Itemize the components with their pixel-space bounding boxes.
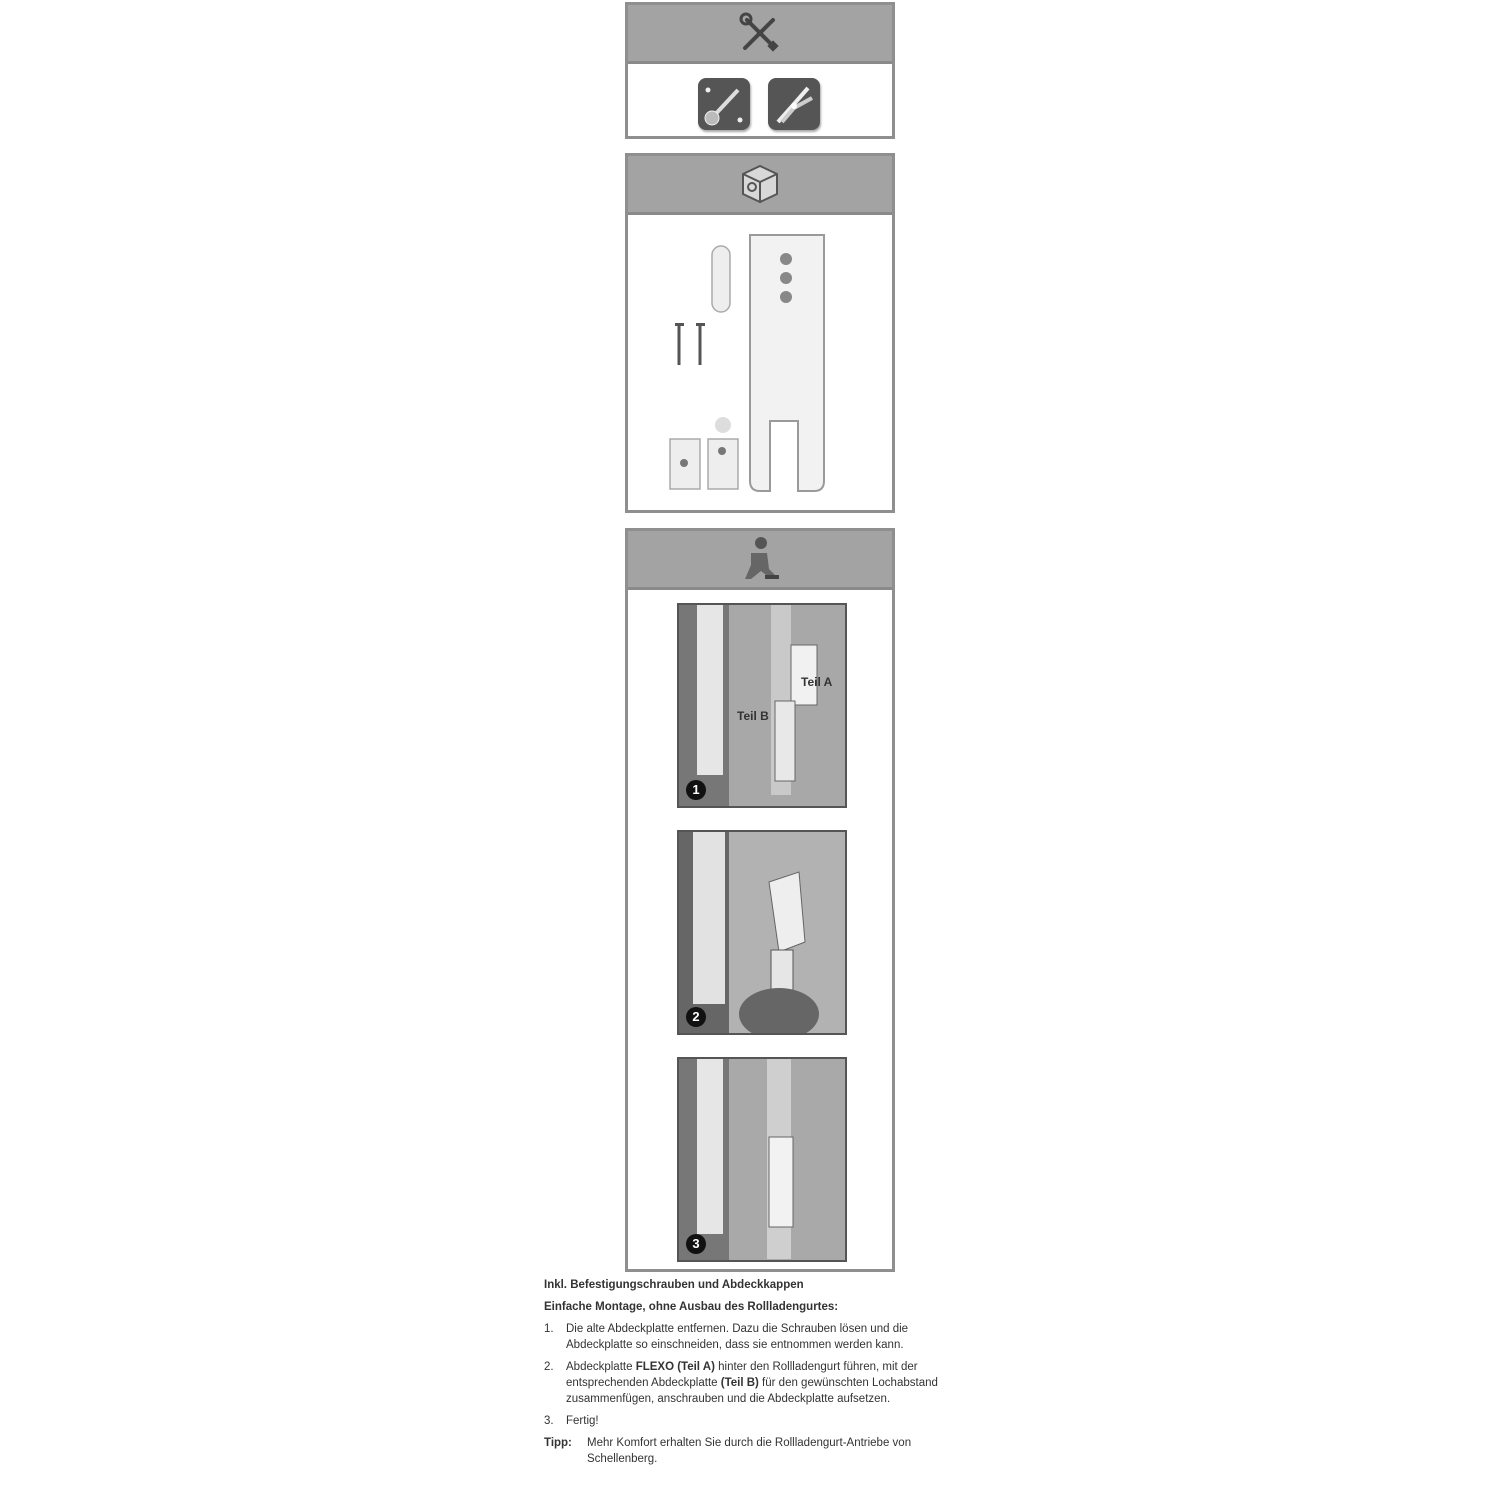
item-text: Fertig! — [566, 1415, 599, 1427]
package-box-icon — [740, 163, 780, 205]
tools-panel — [625, 2, 895, 139]
item-text-part: hinter den Rollladengurt führen, mit der entsprechenden Abdeckplatte — [566, 1361, 918, 1389]
item-number: 3. — [544, 1415, 554, 1427]
heading-included: Inkl. Befestigungschrauben und Abdeckkappen — [544, 1279, 804, 1291]
item-text: Die alte Abdeckplatte entfernen. Dazu die Schrauben lösen und die Abdeckplatte so einschneiden, dass sie entnommen werden kann. — [566, 1323, 909, 1351]
tip-note — [544, 1435, 964, 1467]
worker-icon — [737, 535, 783, 583]
heading-montage: Einfache Montage, ohne Ausbau des Rollladengurtes: — [544, 1301, 839, 1313]
step-photo-3 — [677, 1057, 847, 1262]
step-number-2: 2 — [686, 1007, 706, 1027]
label-teil-b: Teil B — [737, 709, 769, 723]
step-photo-2 — [677, 830, 847, 1035]
tools-panel-header — [628, 5, 892, 64]
item-number: 1. — [544, 1323, 554, 1335]
install-panel-header — [628, 531, 892, 590]
screwdriver-icon — [698, 78, 750, 130]
item-text-part: für den gewünschten Lochabstand zusammenfügen, anschrauben und die Abdeckplatte aufsetzen. — [566, 1377, 938, 1405]
install-panel — [625, 528, 895, 1272]
tip-label: Tipp: — [544, 1437, 572, 1449]
step-number-1: 1 — [686, 780, 706, 800]
pliers-icon — [768, 78, 820, 130]
item-number: 2. — [544, 1361, 554, 1373]
instructions-text — [544, 1277, 964, 1467]
tools-crossed-icon — [737, 10, 783, 56]
step-number-3: 3 — [686, 1234, 706, 1254]
tip-text: Mehr Komfort erhalten Sie durch die Rollladengurt-Antriebe von Schellenberg. — [587, 1437, 912, 1465]
parts-illustration — [628, 215, 892, 513]
instruction-item — [544, 1359, 964, 1407]
item-text-bold: FLEXO (Teil A) — [635, 1361, 715, 1373]
label-teil-a: Teil A — [801, 675, 833, 689]
item-text-part: Abdeckplatte — [566, 1361, 636, 1373]
item-text-bold: (Teil B) — [720, 1377, 759, 1389]
step-photo-1 — [677, 603, 847, 808]
instruction-item — [544, 1321, 964, 1353]
instruction-item — [544, 1413, 964, 1429]
parts-panel — [625, 153, 895, 513]
parts-panel-header — [628, 156, 892, 215]
instruction-list — [544, 1321, 964, 1429]
